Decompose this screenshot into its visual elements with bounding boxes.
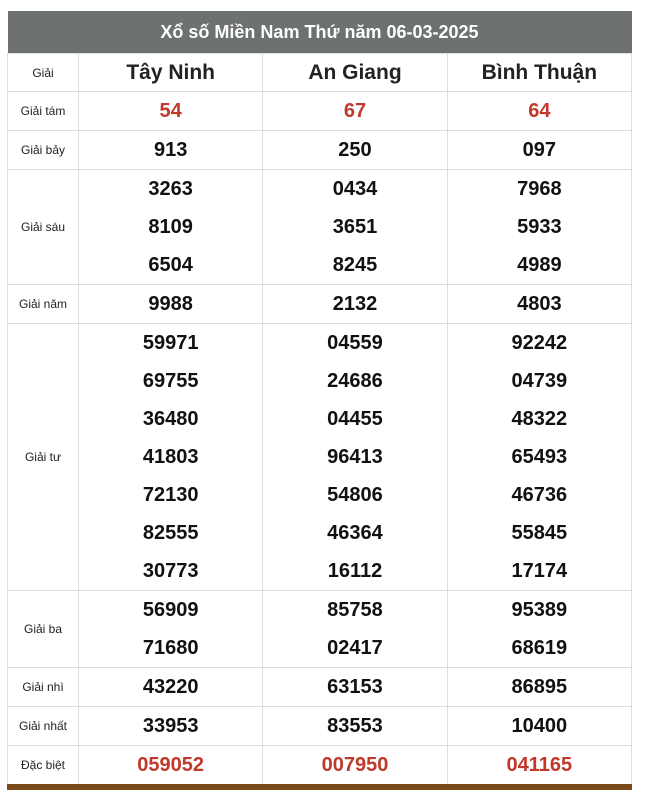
prize-number: 55845 [511, 522, 568, 544]
prize-number: 46736 [511, 484, 568, 506]
prize-row-giai-sau [8, 170, 632, 285]
prize-number: 56909 [142, 599, 199, 621]
prize-number: 7968 [517, 178, 562, 200]
prize-cell [79, 324, 263, 591]
prize-label: Giải tám [8, 92, 79, 131]
prize-number: 8245 [332, 254, 378, 276]
prize-number: 6504 [148, 254, 193, 276]
prize-number: 02417 [327, 637, 383, 659]
prize-row-giai-tam [8, 92, 632, 131]
prize-cell [447, 707, 631, 746]
prize-number: 04739 [511, 370, 568, 392]
prize-cell [447, 92, 631, 131]
table-title: Xổ số Miền Nam Thứ năm 06-03-2025 [8, 11, 632, 54]
prize-number: 250 [338, 139, 372, 161]
results-panel [7, 11, 632, 790]
lottery-results-table [7, 11, 632, 785]
prize-number: 65493 [511, 446, 568, 468]
prize-cell [263, 285, 447, 324]
prize-number: 4989 [517, 254, 562, 276]
prize-cell [79, 285, 263, 324]
prize-number: 097 [522, 139, 557, 161]
province-binh-thuan[interactable]: Bình Thuận [447, 54, 631, 92]
prize-number: 54 [159, 100, 182, 122]
prize-label: Giải ba [8, 591, 79, 668]
prize-number: 48322 [511, 408, 568, 430]
prize-number: 0434 [332, 178, 378, 200]
prize-label: Đặc biệt [8, 746, 79, 785]
prize-number: 85758 [327, 599, 383, 621]
prize-number: 36480 [142, 408, 199, 430]
prize-cell [79, 591, 263, 668]
prize-number: 5933 [517, 216, 562, 238]
prize-cell [447, 131, 631, 170]
prize-number: 16112 [327, 560, 383, 582]
prize-row-giai-nhi [8, 668, 632, 707]
prize-cell [263, 746, 447, 785]
prize-number: 04559 [327, 332, 383, 354]
prize-number: 64 [528, 100, 551, 122]
prize-number: 007950 [321, 754, 389, 776]
prize-cell [447, 591, 631, 668]
prize-cell [263, 591, 447, 668]
prize-label: Giải năm [8, 285, 79, 324]
prize-number: 46364 [327, 522, 383, 544]
prize-number: 3263 [148, 178, 193, 200]
prize-number: 82555 [142, 522, 199, 544]
prize-row-giai-nhat [8, 707, 632, 746]
province-an-giang[interactable]: An Giang [263, 54, 447, 92]
prize-cell [447, 285, 631, 324]
prize-number: 63153 [327, 676, 383, 698]
prize-number: 41803 [142, 446, 199, 468]
prize-number: 33953 [142, 715, 199, 737]
prize-number: 86895 [511, 676, 568, 698]
prize-number: 67 [343, 100, 367, 122]
prize-cell [263, 324, 447, 591]
prize-number: 10400 [511, 715, 568, 737]
prize-number: 43220 [142, 676, 199, 698]
prize-number: 71680 [142, 637, 199, 659]
prize-number: 59971 [142, 332, 199, 354]
prize-number: 96413 [327, 446, 383, 468]
prize-number: 72130 [142, 484, 199, 506]
prize-number: 69755 [142, 370, 199, 392]
prize-label: Giải nhì [8, 668, 79, 707]
prize-number: 9988 [148, 293, 193, 315]
header-prize-label: Giải [8, 54, 79, 92]
bottom-accent-bar [7, 784, 632, 790]
province-tay-ninh[interactable]: Tây Ninh [79, 54, 263, 92]
prize-row-giai-ba [8, 591, 632, 668]
prize-cell [79, 92, 263, 131]
prize-number: 913 [153, 139, 188, 161]
prize-cell [79, 707, 263, 746]
prize-cell [263, 707, 447, 746]
prize-number: 54806 [327, 484, 383, 506]
prize-label: Giải nhất [8, 707, 79, 746]
prize-cell [263, 92, 447, 131]
prize-number: 04455 [327, 408, 383, 430]
prize-row-dac-biet [8, 746, 632, 785]
prize-number: 83553 [327, 715, 383, 737]
prize-number: 041165 [506, 754, 573, 776]
prize-number: 4803 [517, 293, 562, 315]
prize-number: 92242 [511, 332, 568, 354]
prize-cell [447, 746, 631, 785]
prize-number: 30773 [142, 560, 199, 582]
prize-label: Giải tư [8, 324, 79, 591]
prize-number: 95389 [511, 599, 568, 621]
prize-number: 3651 [332, 216, 378, 238]
prize-cell [447, 668, 631, 707]
prize-cell [79, 131, 263, 170]
prize-number: 8109 [148, 216, 193, 238]
prize-number: 17174 [511, 560, 568, 582]
prize-cell [79, 746, 263, 785]
prize-row-giai-bay [8, 131, 632, 170]
prize-cell [447, 324, 631, 591]
header-row [8, 54, 632, 92]
prize-cell [263, 131, 447, 170]
prize-row-giai-tu [8, 324, 632, 591]
prize-row-giai-nam [8, 285, 632, 324]
prize-cell [79, 170, 263, 285]
prize-cell [79, 668, 263, 707]
prize-cell [263, 668, 447, 707]
prize-number: 2132 [332, 293, 378, 315]
prize-label: Giải bảy [8, 131, 79, 170]
prize-number: 059052 [137, 754, 205, 776]
prize-number: 68619 [511, 637, 568, 659]
prize-cell [447, 170, 631, 285]
prize-label: Giải sáu [8, 170, 79, 285]
prize-number: 24686 [327, 370, 383, 392]
prize-cell [263, 170, 447, 285]
